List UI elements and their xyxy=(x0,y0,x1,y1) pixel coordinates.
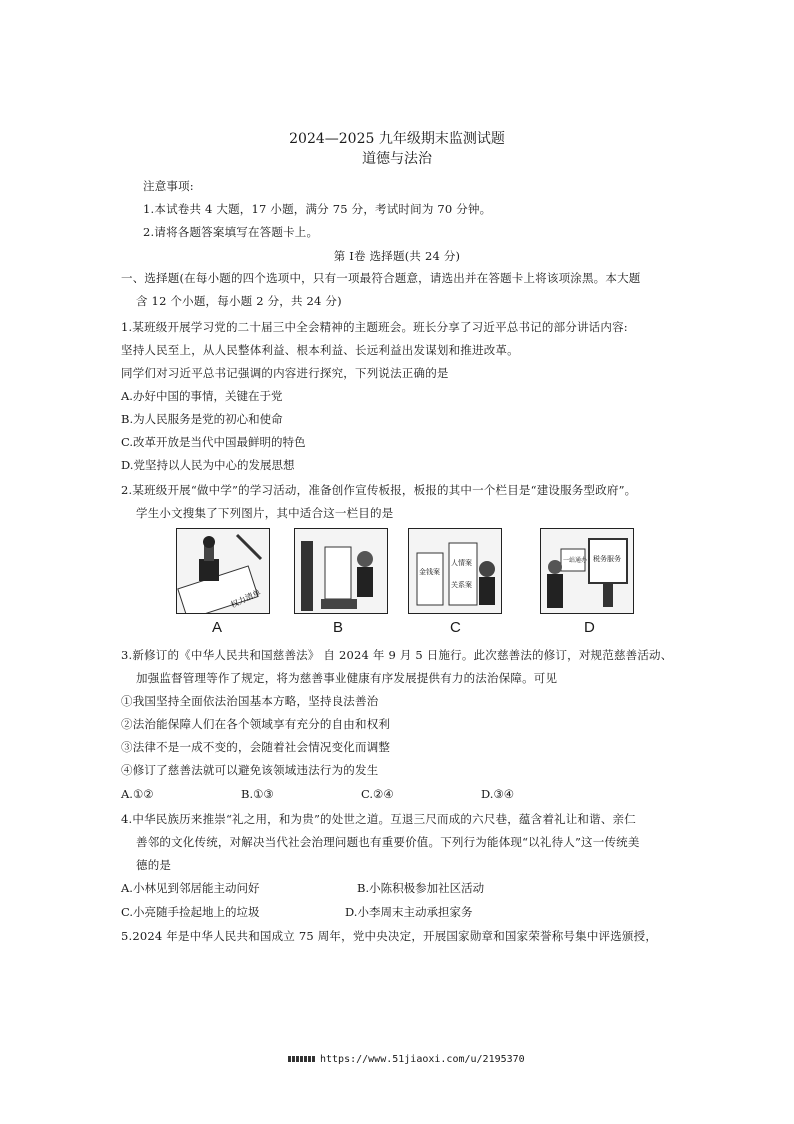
picture-label-c: C xyxy=(450,619,461,636)
picture-d-text-right: 税务服务 xyxy=(593,555,621,563)
picture-label-a: A xyxy=(212,619,223,636)
picture-label-d: D xyxy=(584,619,595,636)
question-stem: 坚持人民至上，从人民整体利益、根本利益、长远利益出发谋划和推进改革。 xyxy=(121,343,519,357)
question-stem: 5.2024 年是中华人民共和国成立 75 周年，党中央决定，开展国家勋章和国家荣誉称号集中评选颁授， xyxy=(121,929,658,943)
footer-watermark xyxy=(288,1054,525,1065)
question-stem: 加强监督管理等作了规定，将为慈善事业健康有序发展提供有力的法治保障。可见 xyxy=(136,671,558,685)
picture-c-text-right: 人情案 xyxy=(451,559,472,567)
statement-item: ④修订了慈善法就可以避免该领域违法行为的发生 xyxy=(121,763,379,777)
option-d: D.小李周末主动承担家务 xyxy=(345,905,473,919)
option-b: B.小陈积极参加社区活动 xyxy=(357,881,485,895)
option-d: D.党坚持以人民为中心的发展思想 xyxy=(121,458,295,472)
question-stem: 4.中华民族历来推崇“礼之用，和为贵”的处世之道。互退三尺而成的六尺巷，蕴含着礼让和谐、亲仁 xyxy=(121,812,636,826)
option-c: C.改革开放是当代中国最鲜明的特色 xyxy=(121,435,306,449)
statement-item: ①我国坚持全面依法治国基本方略，坚持良法善治 xyxy=(121,694,379,708)
picture-b xyxy=(294,528,388,614)
question-stem: 3.新修订的《中华人民共和国慈善法》 自 2024 年 9 月 5 日施行。此次慈善法的修订，对规范慈善活动、 xyxy=(121,648,673,662)
question-stem: 善邻的文化传统，对解决当代社会治理问题也有重要价值。下列行为能体现“以礼待人”这一传统美 xyxy=(136,835,640,849)
picture-a xyxy=(176,528,270,614)
section-intro: 一、选择题(在每小题的四个选项中，只有一项最符合题意，请选出并在答题卡上将该项涂黑。本大题 xyxy=(121,271,641,285)
question-stem: 同学们对习近平总书记强调的内容进行探究，下列说法正确的是 xyxy=(121,366,449,380)
question-stem: 2.某班级开展“做中学”的学习活动，准备创作宣传板报，板报的其中一个栏目是“建设服务型政府”。 xyxy=(121,483,637,497)
site-logo-icon xyxy=(288,1056,316,1062)
question-stem: 德的是 xyxy=(136,858,172,872)
option-a: A.小林见到邻居能主动问好 xyxy=(121,881,260,895)
picture-d-text-left: 一站通办 xyxy=(563,557,588,564)
option-c: C.小亮随手捡起地上的垃圾 xyxy=(121,905,260,919)
exam-subject: 道德与法治 xyxy=(362,151,432,167)
exam-title: 2024—2025 九年级期末监测试题 xyxy=(289,131,505,147)
picture-c-text-left: 金钱案 xyxy=(419,568,440,576)
picture-d xyxy=(540,528,634,614)
option-c: C.②④ xyxy=(361,787,394,801)
statement-item: ③法律不是一成不变的，会随着社会情况变化而调整 xyxy=(121,740,391,754)
option-a: A.办好中国的事情，关键在于党 xyxy=(121,389,283,403)
option-d: D.③④ xyxy=(481,787,515,801)
picture-c-text-mid: 关系案 xyxy=(451,581,472,589)
note-item: 1.本试卷共 4 大题，17 小题，满分 75 分，考试时间为 70 分钟。 xyxy=(143,202,492,216)
statement-item: ②法治能保障人们在各个领域享有充分的自由和权利 xyxy=(121,717,391,731)
option-a: A.①② xyxy=(121,787,154,801)
section-intro: 含 12 个小题，每小题 2 分，共 24 分) xyxy=(136,294,342,308)
option-b: B.①③ xyxy=(241,787,274,801)
question-stem: 1.某班级开展学习党的二十届三中全会精神的主题班会。班长分享了习近平总书记的部分讲话内容: xyxy=(121,320,628,334)
option-b: B.为人民服务是党的初心和使命 xyxy=(121,412,283,426)
picture-a-text: 权力清单 xyxy=(229,587,263,610)
notes-heading: 注意事项: xyxy=(143,179,194,193)
question-stem: 学生小文搜集了下列图片，其中适合这一栏目的是 xyxy=(136,506,394,520)
note-item: 2.请将各题答案填写在答题卡上。 xyxy=(143,225,319,239)
picture-label-b: B xyxy=(333,619,344,636)
footer-url[interactable]: https://www.51jiaoxi.com/u/2195370 xyxy=(320,1054,525,1065)
picture-c xyxy=(408,528,502,614)
section-title: 第 Ⅰ卷 选择题(共 24 分) xyxy=(333,249,461,263)
